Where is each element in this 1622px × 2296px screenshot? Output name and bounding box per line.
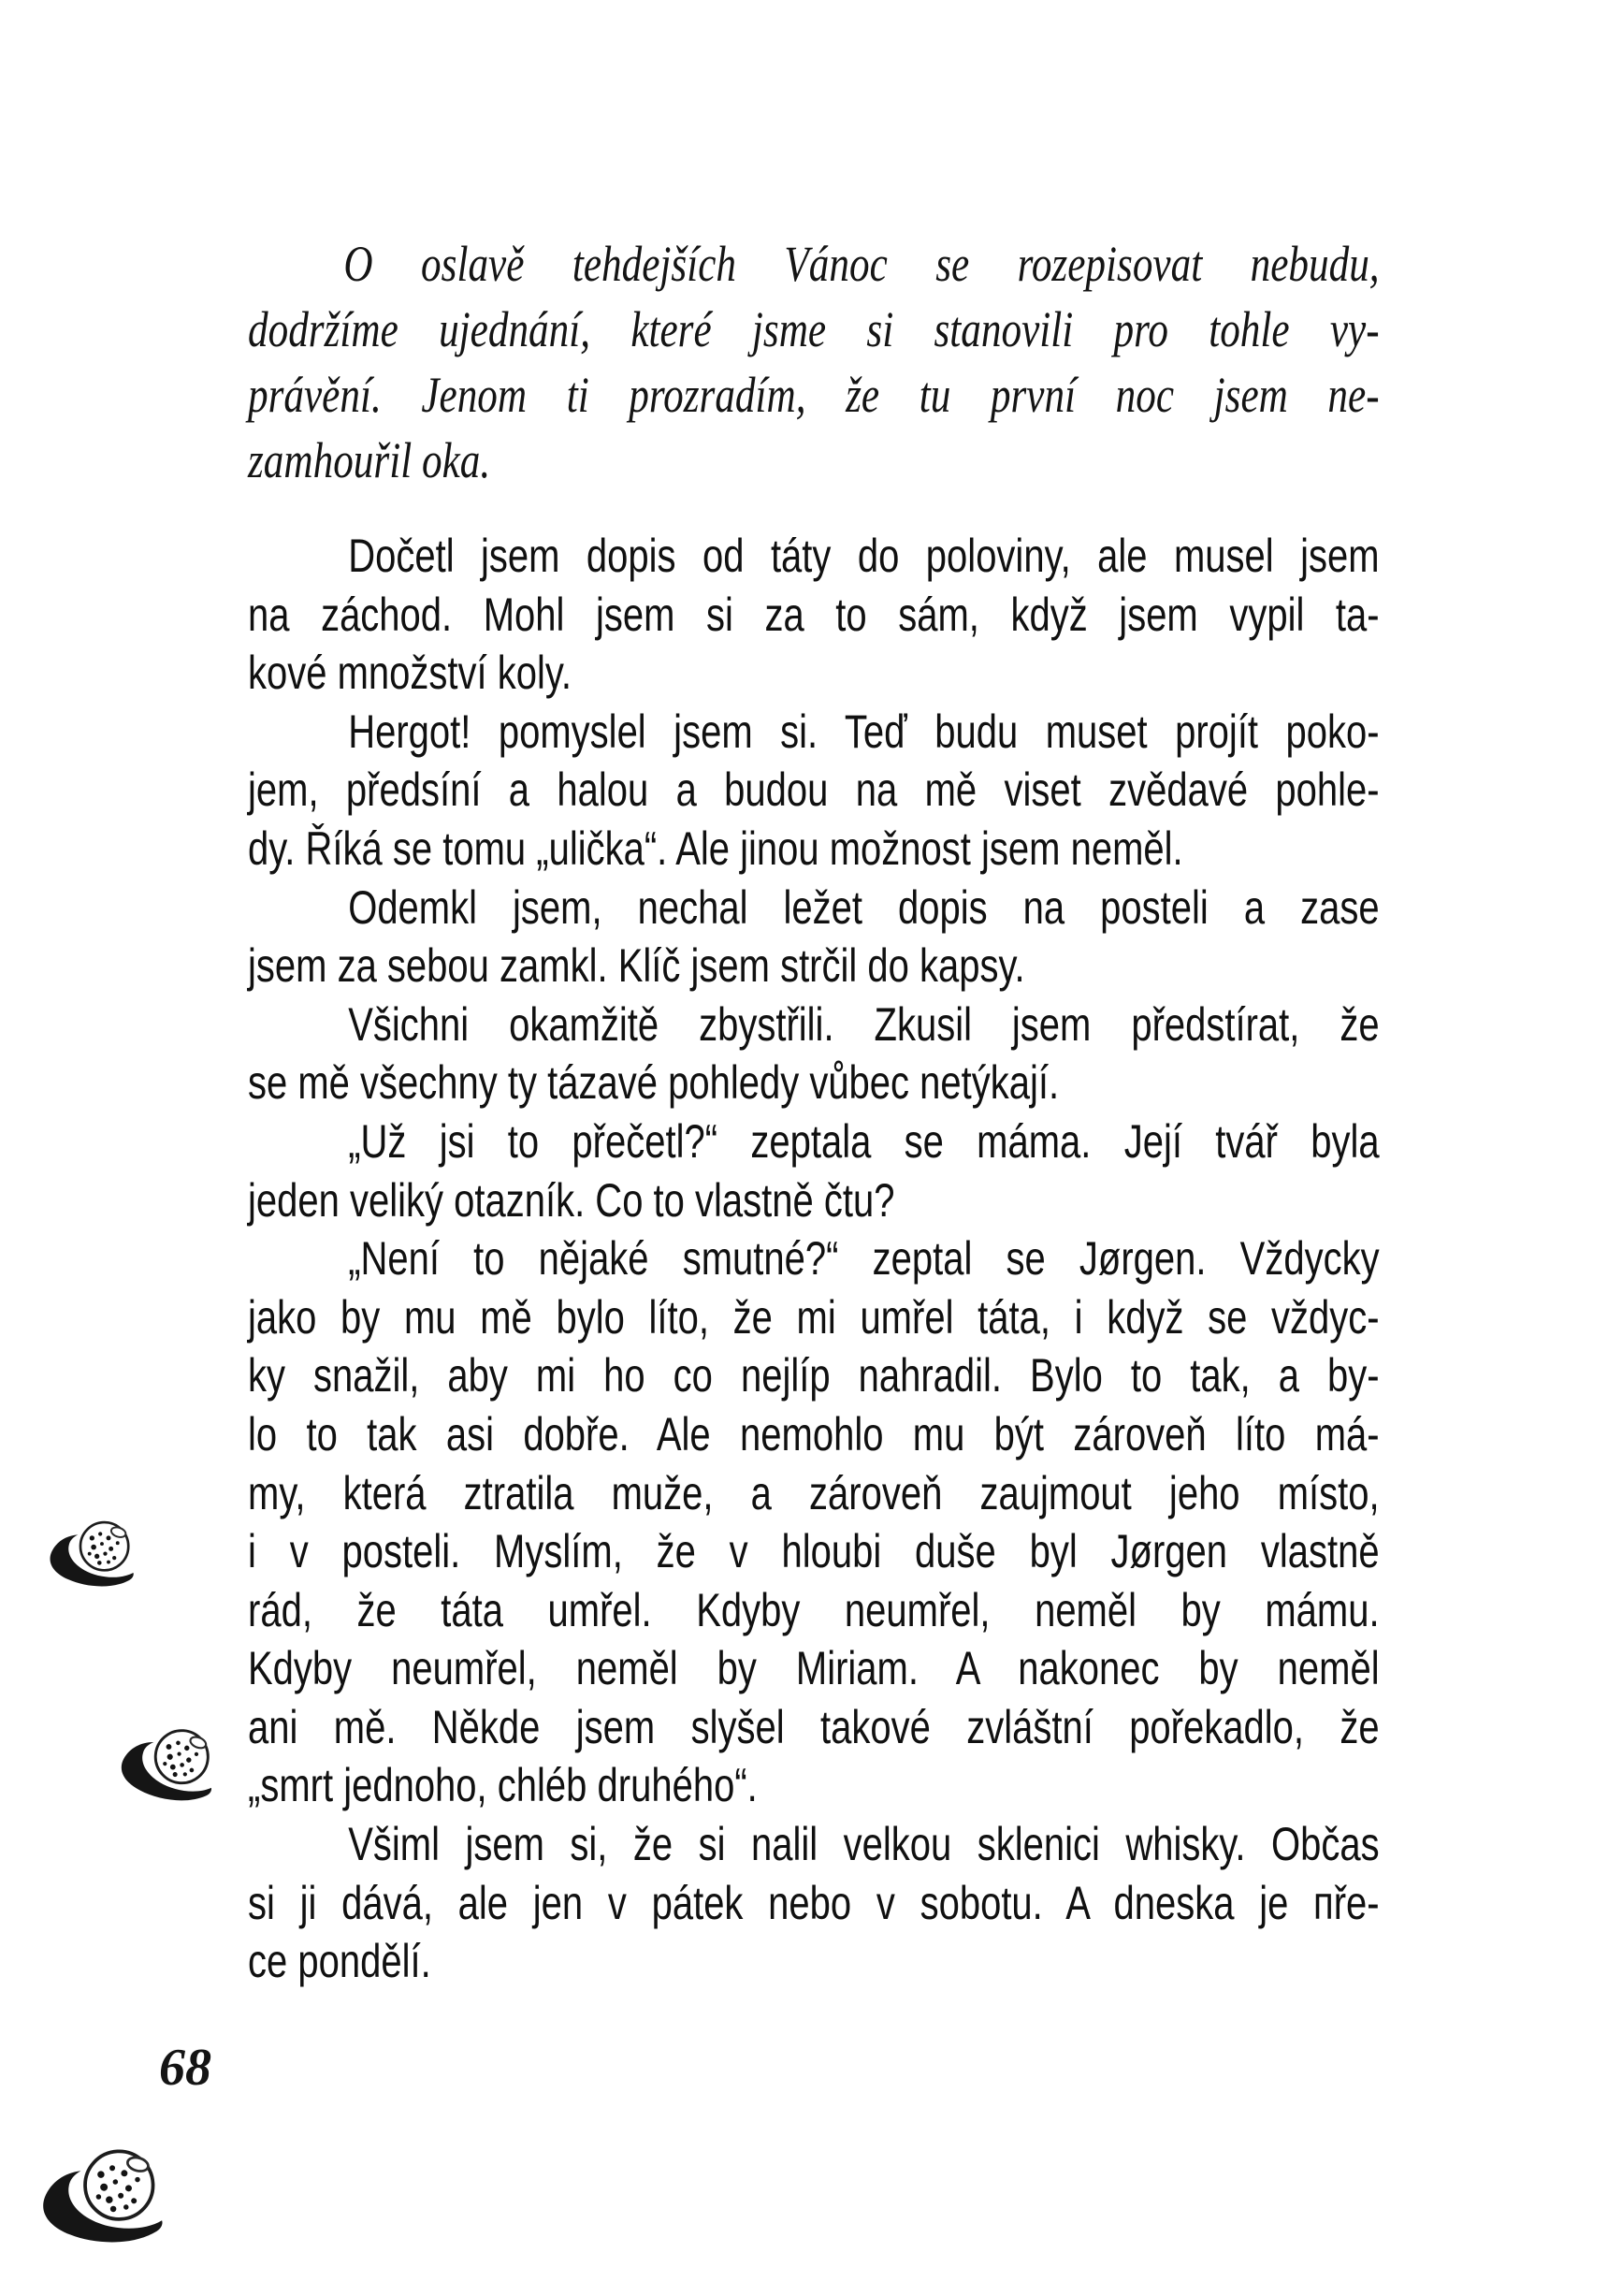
text-line: jsem za sebou zamkl. Klíč jsem strčil do kapsy. — [248, 939, 1025, 993]
body-text — [248, 527, 1622, 1991]
text-line: „smrt jednoho, chléb druhého“. — [248, 1759, 758, 1812]
text-line: se mě všechny ty tázavé pohledy vůbec netýkají. — [248, 1056, 1060, 1110]
text-line: na záchod. Mohl jsem si za to sám, když jsem vypil ta- — [248, 588, 1380, 641]
text-line: ani mě. Někde jsem slyšel takové zvláštní pořekadlo, že — [248, 1700, 1380, 1753]
paragraph — [248, 703, 1622, 879]
snail-icon — [33, 2139, 179, 2258]
paragraph — [248, 1229, 1622, 1815]
paragraph — [248, 527, 1622, 703]
text-line: Všiml jsem si, že si nalil velkou sklenici whisky. Občas — [348, 1818, 1380, 1871]
text-line: jeden veliký otazník. Co to vlastně čtu? — [248, 1173, 895, 1227]
snail-icon — [113, 1719, 227, 1812]
text-line: ky snažil, aby mi ho co nejlíp nahradil. Bylo to tak, a by- — [248, 1349, 1380, 1402]
page-number: 68 — [159, 2039, 211, 2097]
text-line: Kdyby neumřel, neměl by Miriam. A nakonec by neměl — [248, 1642, 1380, 1695]
text-line: dodržíme ujednání, které jsme si stanovili pro tohle vy- — [248, 301, 1380, 357]
text-line: Odemkl jsem, nechal ležet dopis na posteli a zase — [348, 880, 1380, 934]
text-line: ce pondělí. — [248, 1935, 431, 1988]
intro-paragraph — [248, 231, 1622, 493]
text-line: právění. Jenom ti prozradím, že tu první noc jsem ne- — [248, 367, 1380, 423]
text-line: „Není to nějaké smutné?“ zeptal se Jørgen. Vždycky — [348, 1232, 1380, 1286]
text-line: „Už jsi to přečetl?“ zeptala se máma. Její tvář byla — [348, 1114, 1380, 1168]
text-line: si ji dává, ale jen v pátek nebo v sobotu. A dneska je пře- — [248, 1876, 1380, 1929]
snail-icon — [45, 1516, 144, 1594]
text-line: my, která ztratila muže, a zároveň zaujmout jeho místo, — [248, 1466, 1380, 1519]
paragraph — [248, 995, 1622, 1112]
paragraph — [248, 1815, 1622, 1991]
text-line: zamhouřil oka. — [248, 432, 491, 488]
text-line: jako by mu mě bylo líto, že mi umřel táta, i když se vždyc- — [248, 1290, 1380, 1344]
paragraph — [248, 1112, 1622, 1229]
text-line: kové množství koly. — [248, 647, 572, 700]
text-line: jem, předsíní a halou a budou na mě viset zvědavé pohle- — [248, 763, 1380, 817]
text-line: i v posteli. Myslím, že v hloubi duše byl Jørgen vlastně — [248, 1525, 1380, 1578]
text-line: O oslavě tehdejších Vánoc se rozepisovat nebudu, — [343, 236, 1380, 292]
text-line: rád, že táta umřel. Kdyby neumřel, neměl by mámu. — [248, 1583, 1380, 1636]
text-line: Všichni okamžitě zbystřili. Zkusil jsem předstírat, že — [348, 997, 1380, 1051]
paragraph — [248, 879, 1622, 995]
text-line: dy. Říká se tomu „ulička“. Ale jinou možnost jsem neměl. — [248, 821, 1183, 875]
text-line: Hergot! pomyslel jsem si. Teď budu muset projít poko- — [348, 705, 1380, 758]
text-line: lo to tak asi dobře. Ale nemohlo mu být zároveň líto má- — [248, 1407, 1380, 1460]
text-line: Dočetl jsem dopis od táty do poloviny, ale musel jsem — [348, 530, 1380, 582]
